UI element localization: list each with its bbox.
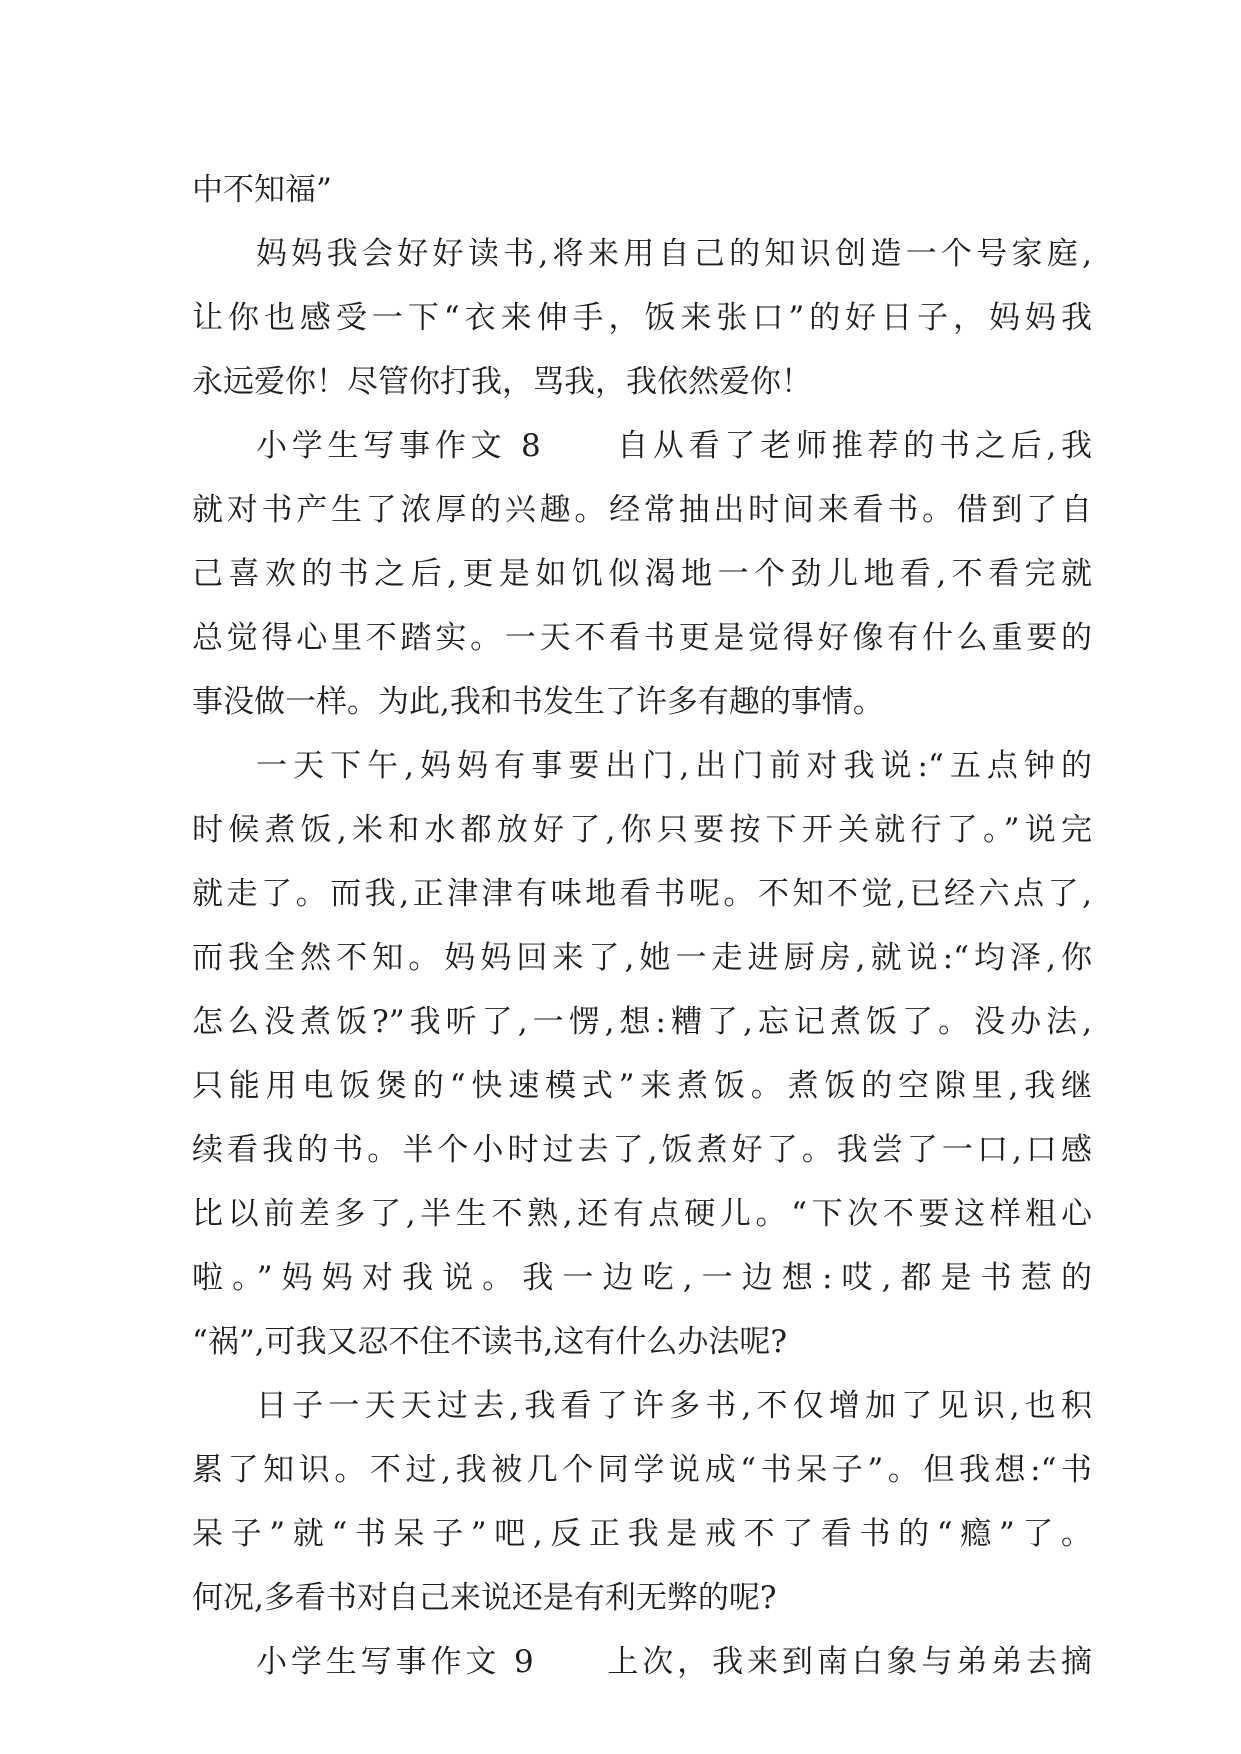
text-line: 啦。”妈妈对我说。我一边吃,一边想:哎,都是书惹的 <box>192 1260 1092 1296</box>
text-line: 就对书产生了浓厚的兴趣。经常抽出时间来看书。借到了自 <box>192 492 1092 528</box>
text-line: “祸”,可我又忍不住不读书,这有什么办法呢? <box>192 1324 788 1360</box>
text-line: 己喜欢的书之后,更是如饥似渴地一个劲儿地看,不看完就 <box>192 556 1092 592</box>
essay-body <box>192 158 1092 1694</box>
text-line: 何况,多看书对自己来说还是有利无弊的呢? <box>192 1580 777 1616</box>
text-line: 妈妈我会好好读书,将来用自己的知识创造一个号家庭, <box>256 236 1092 272</box>
text-line: 而我全然不知。妈妈回来了,她一走进厨房,就说:“均泽,你 <box>192 940 1092 976</box>
text-line: 永远爱你！尽管你打我，骂我，我依然爱你！ <box>192 364 812 400</box>
text-line: 时候煮饭,米和水都放好了,你只要按下开关就行了。”说完 <box>192 812 1092 848</box>
text-line: 事没做一样。为此,我和书发生了许多有趣的事情。 <box>192 684 884 720</box>
text-line: 小学生写事作文 8 自从看了老师推荐的书之后,我 <box>256 428 1092 464</box>
text-line: 呆子”就“书呆子”吧,反正我是戒不了看书的“瘾”了。 <box>192 1516 1092 1552</box>
text-line: 比以前差多了,半生不熟,还有点硬儿。“下次不要这样粗心 <box>192 1196 1092 1232</box>
text-line: 小学生写事作文 9 上次，我来到南白象与弟弟去摘 <box>256 1644 1092 1680</box>
text-line: 日子一天天过去,我看了许多书,不仅增加了见识,也积 <box>256 1388 1092 1424</box>
text-line: 怎么没煮饭?”我听了,一愣,想:糟了,忘记煮饭了。没办法, <box>192 1004 1092 1040</box>
text-line: 续看我的书。半个小时过去了,饭煮好了。我尝了一口,口感 <box>192 1132 1092 1168</box>
text-line: 总觉得心里不踏实。一天不看书更是觉得好像有什么重要的 <box>192 620 1092 656</box>
text-line: 中不知福” <box>192 172 332 208</box>
text-line: 一天下午,妈妈有事要出门,出门前对我说:“五点钟的 <box>256 748 1092 784</box>
text-line: 就走了。而我,正津津有味地看书呢。不知不觉,已经六点了, <box>192 876 1092 912</box>
text-line: 只能用电饭煲的“快速模式”来煮饭。煮饭的空隙里,我继 <box>192 1068 1092 1104</box>
text-line: 累了知识。不过,我被几个同学说成“书呆子”。但我想:“书 <box>192 1452 1092 1488</box>
text-line: 让你也感受一下“衣来伸手，饭来张口”的好日子，妈妈我 <box>192 300 1092 336</box>
